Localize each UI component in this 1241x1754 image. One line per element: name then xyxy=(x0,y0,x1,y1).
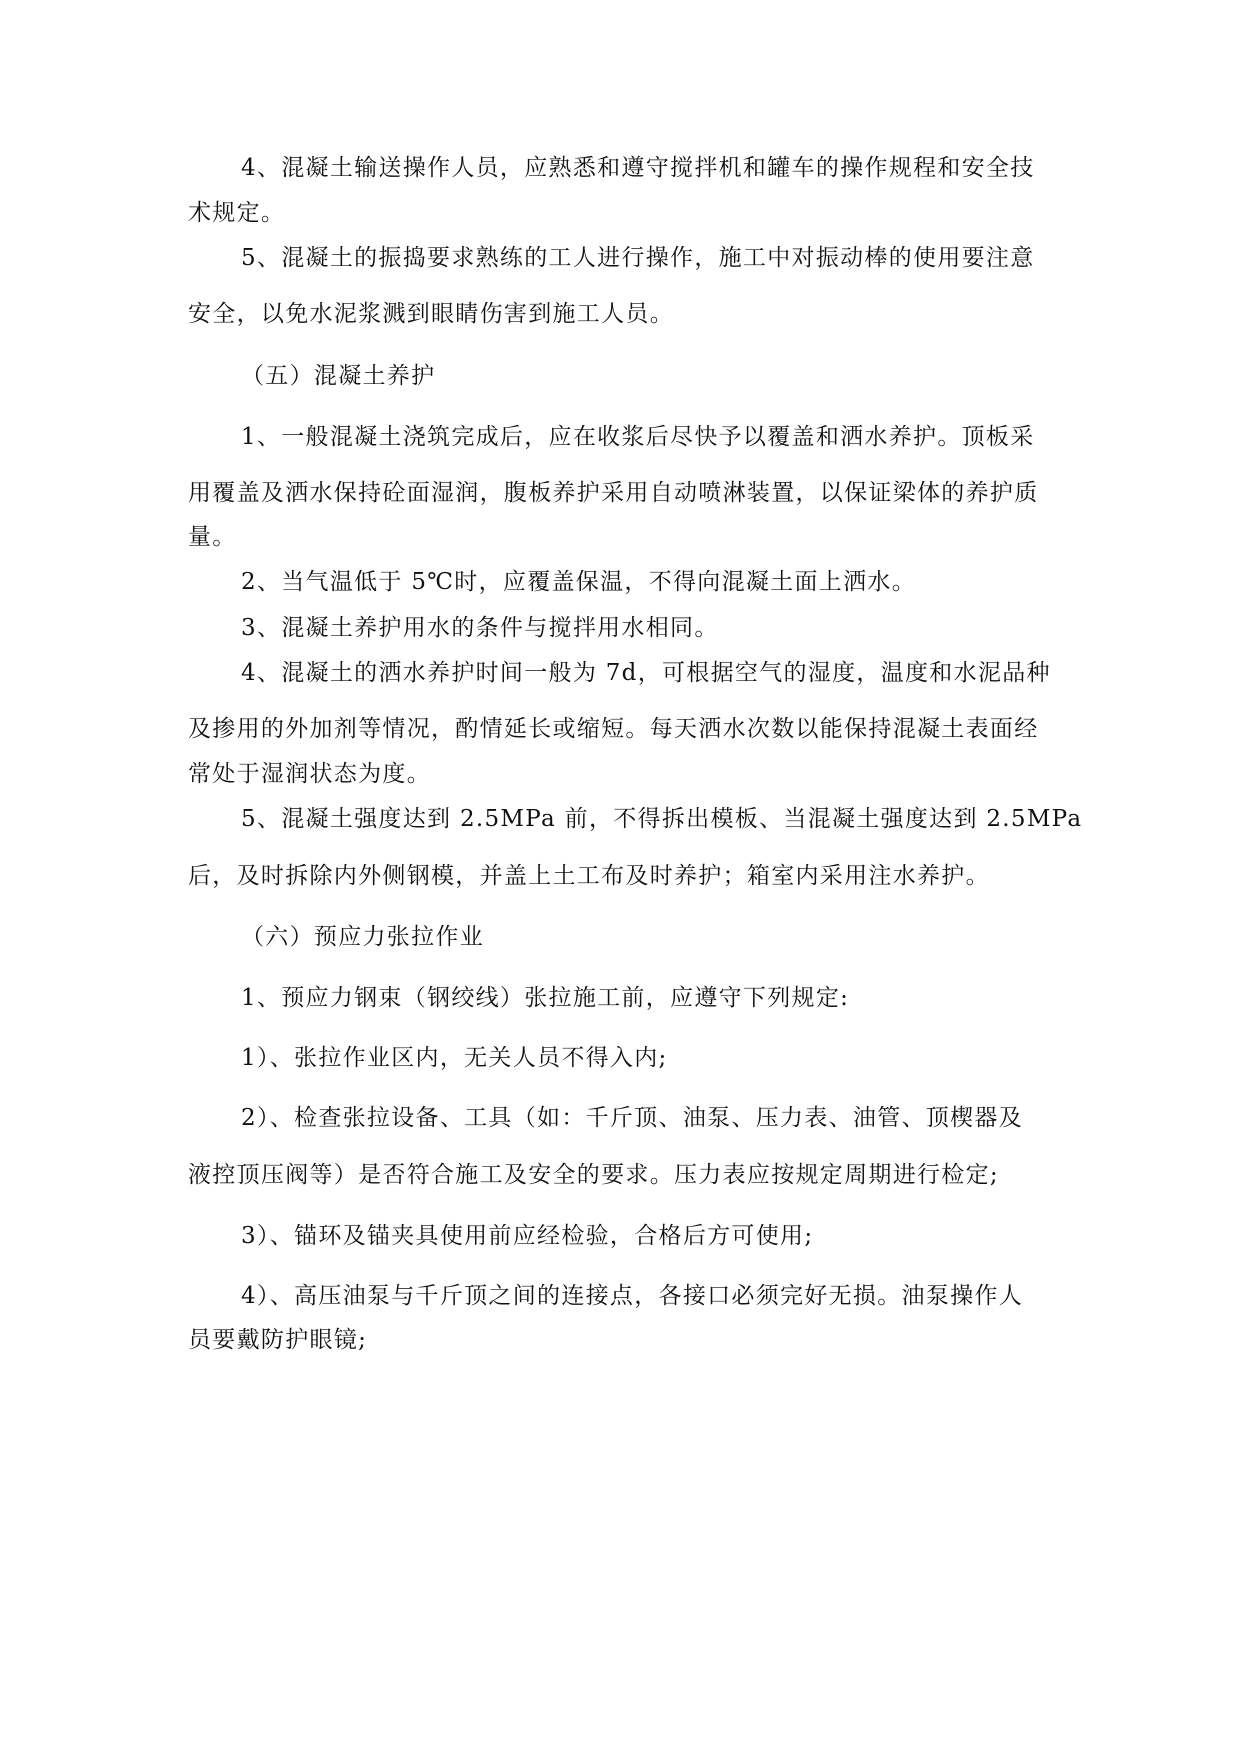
paragraph-line: 4、混凝土输送操作人员，应熟悉和遵守搅拌机和罐车的操作规程和安全技 xyxy=(241,155,1035,181)
section-heading: （五）混凝土养护 xyxy=(241,363,436,389)
paragraph-line: 员要戴防护眼镜; xyxy=(188,1327,368,1353)
list-item: 1）、张拉作业区内，无关人员不得入内; xyxy=(241,1045,668,1071)
paragraph-line: 后，及时拆除内外侧钢模，并盖上土工布及时养护；箱室内采用注水养护。 xyxy=(188,863,990,889)
paragraph-line: 量。 xyxy=(188,524,237,550)
section-heading: （六）预应力张拉作业 xyxy=(241,924,484,950)
paragraph-line: 术规定。 xyxy=(188,200,286,226)
paragraph-line: 液控顶压阀等）是否符合施工及安全的要求。压力表应按规定周期进行检定; xyxy=(188,1162,999,1188)
paragraph-line: 4、混凝土的洒水养护时间一般为 7d，可根据空气的湿度，温度和水泥品种 xyxy=(241,660,1051,686)
paragraph-line: 用覆盖及洒水保持砼面湿润，腹板养护采用自动喷淋装置，以保证梁体的养护质 xyxy=(188,480,1039,506)
paragraph-line: 1、预应力钢束（钢绞线）张拉施工前，应遵守下列规定: xyxy=(241,985,850,1011)
paragraph-line: 及掺用的外加剂等情况，酌情延长或缩短。每天洒水次数以能保持混凝土表面经 xyxy=(188,716,1039,742)
paragraph-line: 常处于湿润状态为度。 xyxy=(188,761,431,787)
list-item: 3）、锚环及锚夹具使用前应经检验，合格后方可使用; xyxy=(241,1223,814,1249)
paragraph-line: 5、混凝土强度达到 2.5MPa 前，不得拆出模板、当混凝土强度达到 2.5MPa xyxy=(241,806,1083,832)
paragraph-line: 2、当气温低于 5℃时，应覆盖保温，不得向混凝土面上洒水。 xyxy=(241,569,917,595)
paragraph-line: 3、混凝土养护用水的条件与搅拌用水相同。 xyxy=(241,615,719,641)
paragraph-line: 1、一般混凝土浇筑完成后，应在收浆后尽快予以覆盖和洒水养护。顶板采 xyxy=(241,424,1035,450)
list-item: 2）、检查张拉设备、工具（如：千斤顶、油泵、压力表、油管、顶楔器及 xyxy=(241,1105,1024,1131)
paragraph-line: 5、混凝土的振捣要求熟练的工人进行操作，施工中对振动棒的使用要注意 xyxy=(241,245,1035,271)
paragraph-line: 安全，以免水泥浆溅到眼睛伤害到施工人员。 xyxy=(188,301,674,327)
list-item: 4）、高压油泵与千斤顶之间的连接点，各接口必须完好无损。油泵操作人 xyxy=(241,1283,1024,1309)
